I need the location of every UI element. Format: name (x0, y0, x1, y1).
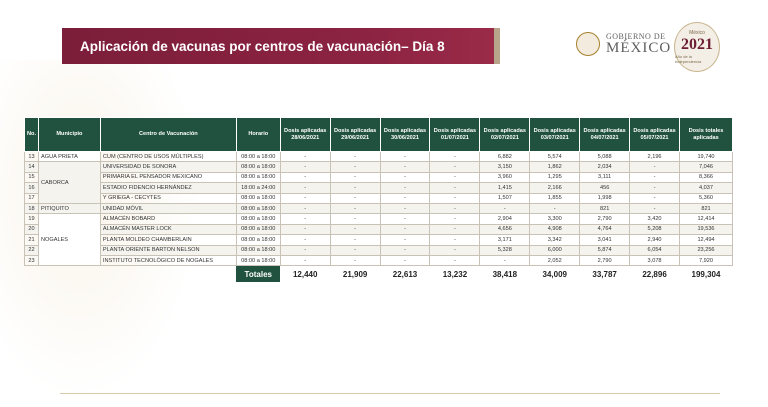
cell-value: - (380, 214, 430, 224)
year-badge-logo (674, 22, 720, 72)
cell-no: 13 (25, 152, 39, 162)
cell-value: 6,000 (530, 245, 580, 255)
cell-centro: INSTITUTO TECNOLÓGICO DE NOGALES (100, 255, 236, 265)
total-value: 21,909 (342, 269, 368, 279)
cell-value: - (630, 172, 680, 182)
cell-value: - (380, 162, 430, 172)
col-header: Dosis aplicadas 01/07/2021 (430, 118, 480, 152)
totals-spacer (25, 266, 237, 282)
cell-total: 7,046 (680, 162, 733, 172)
cell-value: - (430, 214, 480, 224)
table-row (25, 193, 733, 203)
cell-value: - (280, 224, 330, 234)
cell-municipio: PITIQUITO (38, 203, 100, 213)
cell-value: 1,507 (480, 193, 530, 203)
cell-value: 821 (580, 203, 630, 213)
cell-total: 12,414 (680, 214, 733, 224)
cell-value: - (380, 172, 430, 182)
cell-value: 2,196 (630, 152, 680, 162)
cell-value: 4,908 (530, 224, 580, 234)
footer-divider (60, 393, 720, 394)
col-header: Dosis aplicadas 04/07/2021 (580, 118, 630, 152)
cell-value: - (330, 235, 380, 245)
gob-line2: MÉXICO (606, 39, 672, 56)
cell-value: - (280, 203, 330, 213)
cell-value: - (380, 235, 430, 245)
badge-top: México (689, 30, 705, 36)
cell-centro: UNIVERSIDAD DE SONORA (100, 162, 236, 172)
cell-value: - (380, 224, 430, 234)
cell-centro: UNIDAD MÓVIL (100, 203, 236, 213)
cell-value: 2,790 (580, 214, 630, 224)
cell-municipio: NOGALES (38, 214, 100, 266)
cell-horario: 08:00 a 18:00 (236, 193, 280, 203)
cell-value: - (630, 183, 680, 193)
cell-horario: 08:00 a 18:00 (236, 152, 280, 162)
cell-value: 5,574 (530, 152, 580, 162)
table-row (25, 203, 733, 213)
total-value: 22,896 (642, 269, 667, 279)
eagle-seal-icon (576, 32, 600, 56)
table-row (25, 245, 733, 255)
col-header: Dosis totales aplicadas (680, 118, 733, 152)
cell-centro: ESTADIO FIDENCIO HERNÁNDEZ (100, 183, 236, 193)
cell-value: - (380, 255, 430, 265)
cell-value: 1,295 (530, 172, 580, 182)
cell-value: - (280, 193, 330, 203)
cell-value: - (280, 255, 330, 265)
cell-centro: Y GRIEGA - CECYTES (100, 193, 236, 203)
cell-no: 18 (25, 203, 39, 213)
cell-value: - (430, 245, 480, 255)
cell-no: 22 (25, 245, 39, 255)
cell-value: - (330, 162, 380, 172)
col-header: No. (25, 118, 39, 152)
cell-value: 2,904 (480, 214, 530, 224)
cell-value: - (430, 152, 480, 162)
total-value: 38,418 (492, 269, 518, 279)
cell-value: - (430, 255, 480, 265)
cell-value: 2,034 (580, 162, 630, 172)
cell-value: - (330, 224, 380, 234)
table-header-row (25, 118, 733, 152)
cell-centro: PLANTA MOLDEO CHAMBERLAIN (100, 235, 236, 245)
grand-total: 199,304 (691, 269, 721, 279)
cell-horario: 08:00 a 18:00 (236, 224, 280, 234)
cell-total: 8,366 (680, 172, 733, 182)
cell-no: 20 (25, 224, 39, 234)
cell-value: - (280, 183, 330, 193)
cell-value: 1,862 (530, 162, 580, 172)
cell-horario: 08:00 a 18:00 (236, 203, 280, 213)
cell-value: - (430, 193, 480, 203)
table-row (25, 214, 733, 224)
cell-value: 2,166 (530, 183, 580, 193)
badge-bottom: Año de la Independencia (675, 54, 702, 64)
cell-value: 5,088 (580, 152, 630, 162)
cell-value: - (630, 203, 680, 213)
cell-total: 19,536 (680, 224, 733, 234)
cell-value: 4,656 (480, 224, 530, 234)
cell-value: - (480, 255, 530, 265)
table-row (25, 172, 733, 182)
cell-value: - (430, 172, 480, 182)
cell-municipio: AGUA PRIETA (38, 152, 100, 162)
cell-horario: 08:00 a 18:00 (236, 214, 280, 224)
totals-row (25, 266, 733, 282)
cell-value: - (280, 214, 330, 224)
table-row (25, 224, 733, 234)
cell-value: 3,300 (530, 214, 580, 224)
total-value: 34,009 (542, 269, 567, 279)
cell-centro: PLANTA ORIENTE BARTON NELSON (100, 245, 236, 255)
vaccination-table (24, 117, 733, 282)
cell-value: 3,078 (630, 255, 680, 265)
cell-value: 2,790 (580, 255, 630, 265)
cell-no: 16 (25, 183, 39, 193)
cell-horario: 08:00 a 18:00 (236, 255, 280, 265)
cell-value: 6,054 (630, 245, 680, 255)
cell-horario: 08:00 a 18:00 (236, 162, 280, 172)
total-value: 22,613 (392, 269, 418, 279)
cell-value: - (280, 172, 330, 182)
col-header: Dosis aplicadas 30/06/2021 (380, 118, 430, 152)
cell-value: 2,052 (530, 255, 580, 265)
cell-no: 14 (25, 162, 39, 172)
cell-total: 7,920 (680, 255, 733, 265)
cell-value: 1,998 (580, 193, 630, 203)
total-value: 13,232 (442, 269, 468, 279)
cell-value: - (380, 203, 430, 213)
cell-municipio: CABORCA (38, 162, 100, 204)
total-value: 33,787 (592, 269, 617, 279)
cell-value: - (530, 203, 580, 213)
table-row (25, 235, 733, 245)
col-header: Dosis aplicadas 03/07/2021 (530, 118, 580, 152)
cell-value: 3,171 (480, 235, 530, 245)
cell-value: 1,855 (530, 193, 580, 203)
cell-horario: 08:00 a 18:00 (236, 172, 280, 182)
cell-value: - (280, 162, 330, 172)
cell-total: 821 (680, 203, 733, 213)
cell-value: 3,342 (530, 235, 580, 245)
cell-value: 3,960 (480, 172, 530, 182)
totals-label: Totales (236, 266, 280, 282)
cell-value: - (280, 152, 330, 162)
cell-value: - (380, 245, 430, 255)
cell-horario: 08:00 a 18:00 (236, 245, 280, 255)
cell-value: - (330, 152, 380, 162)
cell-value: - (430, 224, 480, 234)
cell-value: - (480, 203, 530, 213)
cell-value: 456 (580, 183, 630, 193)
col-header: Dosis aplicadas 29/06/2021 (330, 118, 380, 152)
cell-value: - (330, 183, 380, 193)
page-title (62, 28, 494, 64)
cell-horario: 08:00 a 18:00 (236, 235, 280, 245)
cell-total: 4,037 (680, 183, 733, 193)
cell-value: 3,150 (480, 162, 530, 172)
gobierno-logo (576, 32, 671, 56)
cell-value: - (330, 255, 380, 265)
cell-value: - (380, 193, 430, 203)
cell-no: 17 (25, 193, 39, 203)
cell-value: - (330, 193, 380, 203)
col-header: Dosis aplicadas 02/07/2021 (480, 118, 530, 152)
col-header: Municipio (38, 118, 100, 152)
col-header: Centro de Vacunación (100, 118, 236, 152)
badge-year: 2021 (681, 36, 713, 53)
cell-value: - (430, 162, 480, 172)
cell-value: - (430, 203, 480, 213)
cell-value: - (430, 183, 480, 193)
col-header: Horario (236, 118, 280, 152)
total-value: 12,440 (292, 269, 318, 279)
cell-value: - (380, 152, 430, 162)
cell-no: 21 (25, 235, 39, 245)
cell-value: - (330, 245, 380, 255)
gob-line1: GOBIERNO DE (606, 31, 666, 41)
cell-value: 5,328 (480, 245, 530, 255)
cell-value: - (380, 183, 430, 193)
cell-value: 3,041 (580, 235, 630, 245)
cell-value: 4,764 (580, 224, 630, 234)
cell-horario: 18:00 a 24:00 (236, 183, 280, 193)
cell-value: 5,874 (580, 245, 630, 255)
page-title-text: Aplicación de vacunas por centros de vacunación– Día 8 (80, 38, 445, 54)
cell-value: 1,415 (480, 183, 530, 193)
col-header: Dosis aplicadas 28/06/2021 (280, 118, 330, 152)
cell-no: 15 (25, 172, 39, 182)
cell-no: 23 (25, 255, 39, 265)
cell-centro: ALMACÉN MASTER LOCK (100, 224, 236, 234)
cell-value: 2,940 (630, 235, 680, 245)
table-row (25, 255, 733, 265)
cell-centro: PRIMARIA EL PENSADOR MEXICANO (100, 172, 236, 182)
table-row (25, 183, 733, 193)
cell-value: - (280, 235, 330, 245)
cell-value: - (330, 203, 380, 213)
cell-total: 5,360 (680, 193, 733, 203)
table-row (25, 152, 733, 162)
cell-value: - (630, 162, 680, 172)
cell-value: - (630, 193, 680, 203)
cell-value: 6,882 (480, 152, 530, 162)
cell-value: - (330, 214, 380, 224)
cell-value: - (430, 235, 480, 245)
cell-value: - (280, 245, 330, 255)
table-row (25, 162, 733, 172)
col-header: Dosis aplicadas 05/07/2021 (630, 118, 680, 152)
cell-total: 19,740 (680, 152, 733, 162)
cell-total: 12,494 (680, 235, 733, 245)
cell-total: 23,256 (680, 245, 733, 255)
cell-centro: CUM (CENTRO DE USOS MÚLTIPLES) (100, 152, 236, 162)
cell-no: 19 (25, 214, 39, 224)
cell-centro: ALMACÉN BOBARD (100, 214, 236, 224)
cell-value: 3,111 (580, 172, 630, 182)
cell-value: 3,420 (630, 214, 680, 224)
cell-value: 5,208 (630, 224, 680, 234)
cell-value: - (330, 172, 380, 182)
